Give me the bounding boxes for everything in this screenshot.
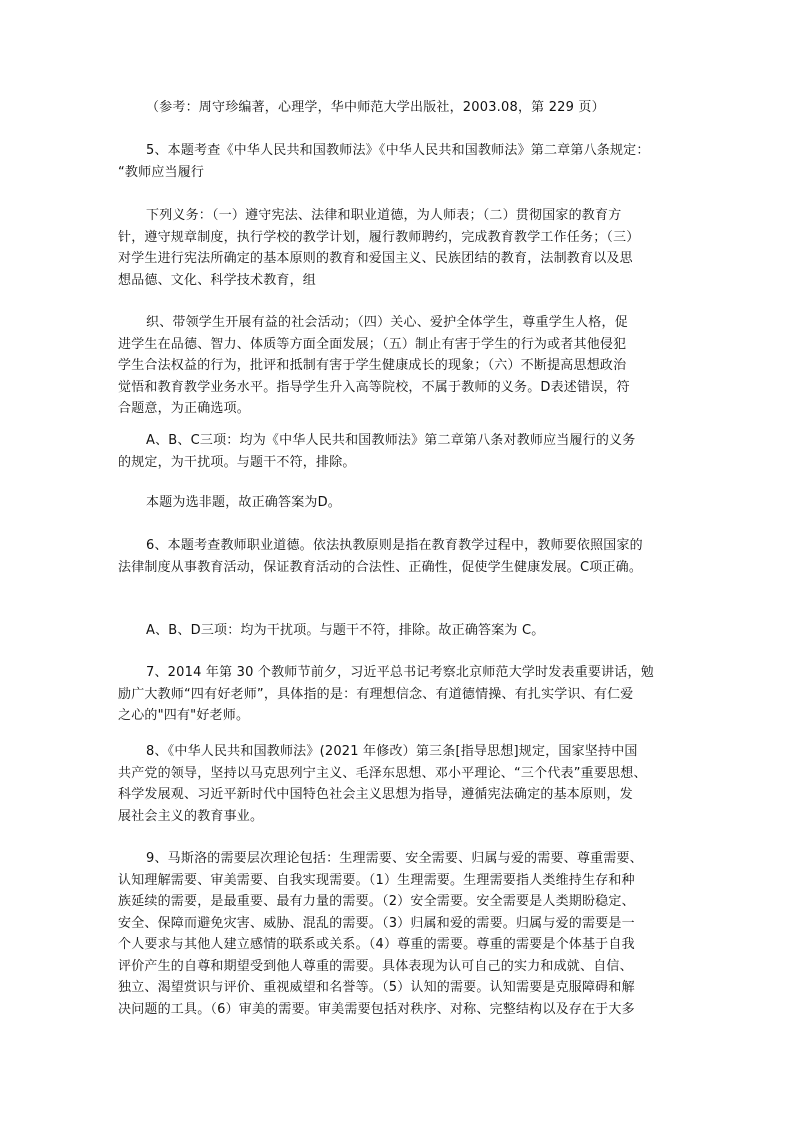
text-line: 7、2014 年第 30 个教师节前夕，习近平总书记考察北京师范大学时发表重要讲话，勉 [146,665,654,680]
text-line: 科学发展观、习近平新时代中国特色社会主义思想为指导，遵循宪法确定的基本原则，发 [118,787,633,802]
text-line: A、B、D三项：均为干扰项。与题干不符，排除。故正确答案为 C。 [146,623,545,638]
text-line: 展社会主义的教育事业。 [118,808,264,824]
answer-7-paragraph [118,662,688,727]
text-line: 8、《中华人民共和国教师法》(2021 年修改）第三条[指导思想]规定，国家坚持中国 [146,744,638,759]
text-line: 族延续的需要，是最重要、最有力量的需要。（2）安全需要。安全需要是人类期盼稳定、 [118,894,635,909]
text-line: 独立、渴望赏识与评价、重视威望和名誉等。（5）认知的需要。认知需要是克服障碍和解 [118,980,635,995]
text-line: 学生合法权益的行为，批评和抵制有害于学生健康成长的现象；（六）不断提高思想政治 [118,358,627,373]
text-line: 觉悟和教育教学业务水平。指导学生升入高等院校，不属于教师的义务。D表述错误，符 [118,379,630,395]
text-line: 励广大教师“四有好老师”，具体指的是：有理想信念、有道德情操、有扎实学识、有仁爱 [118,686,634,702]
text-line: 的规定，为干扰项。与题干不符，排除。 [118,454,356,470]
text-line: 9、马斯洛的需要层次理论包括：生理需要、安全需要、归属与爱的需要、尊重需要、 [146,851,643,866]
text-line: 个人要求与其他人建立感情的联系或关系。（4）尊重的需要。尊重的需要是个体基于自我 [118,937,635,952]
text-line: 进学生在品德、智力、体质等方面全面发展；（五）制止有害于学生的行为或者其他侵犯 [118,336,627,352]
answer-9-paragraph [118,848,688,1020]
reference-paragraph [118,97,688,119]
duties-paragraph-2 [118,312,688,420]
text-line: 决问题的工具。（6）审美的需要。审美需要包括对秩序、对称、完整结构以及存在于大多 [118,1001,635,1017]
text-line: A、B、C三项：均为《中华人民共和国教师法》第二章第八条对教师应当履行的义务 [146,433,636,448]
answer-5-conclusion [118,492,688,514]
text-line: 6、本题考查教师职业道德。依法执教原则是指在教育教学过程中，教师要依照国家的 [146,538,643,553]
abc-options-paragraph [118,430,688,473]
text-line: 之心的"四有"好老师。 [118,708,250,723]
text-line: 评价产生的自尊和期望受到他人尊重的需要。具体表现为认可自己的实力和成就、自信、 [118,958,633,974]
text-line: 针，遵守规章制度，执行学校的教学计划，履行教师聘约，完成教育教学工作任务；（三） [118,229,640,245]
text-line: 认知理解需要、审美需要、自我实现需要。（1）生理需要。生理需要指人类维持生存和种 [118,872,635,888]
text-line: “教师应当履行 [118,164,205,180]
text-line: 法律制度从事教育活动，保证教育活动的合法性、正确性，促使学生健康发展。C项正确。 [118,559,643,575]
text-line: 下列义务：（一）遵守宪法、法律和职业道德，为人师表；（二）贯彻国家的教育方 [146,208,622,223]
text-line: 安全、保障而避免灾害、威胁、混乱的需要。（3）归属和爱的需要。归属与爱的需要是一 [118,915,635,931]
text-line: 5、本题考查《中华人民共和国教师法》《中华人民共和国教师法》第二章第八条规定： [146,143,650,158]
duties-paragraph-1 [118,205,688,291]
text-line: （参考：周守珍编著，心理学，华中师范大学出版社，2003.08，第 229 页） [146,100,605,115]
answer-8-paragraph [118,741,688,827]
text-line: 对学生进行宪法所确定的基本原则的教育和爱国主义、民族团结的教育，法制教育以及思 [118,251,633,266]
answer-6-paragraph [118,535,688,578]
text-line: 想品德、文化、科学技术教育，组 [118,272,317,288]
answer-5-paragraph [118,140,688,183]
text-line: 合题意，为正确选项。 [118,401,251,416]
abd-options-paragraph [118,620,688,642]
text-line: 共产党的领导，坚持以马克思列宁主义、毛泽东思想、邓小平理论、“三个代表”重要思想、 [118,765,647,781]
text-line: 本题为选非题，故正确答案为D。 [146,495,342,510]
text-line: 织、带领学生开展有益的社会活动；（四）关心、爱护全体学生，尊重学生人格，促 [146,315,628,330]
